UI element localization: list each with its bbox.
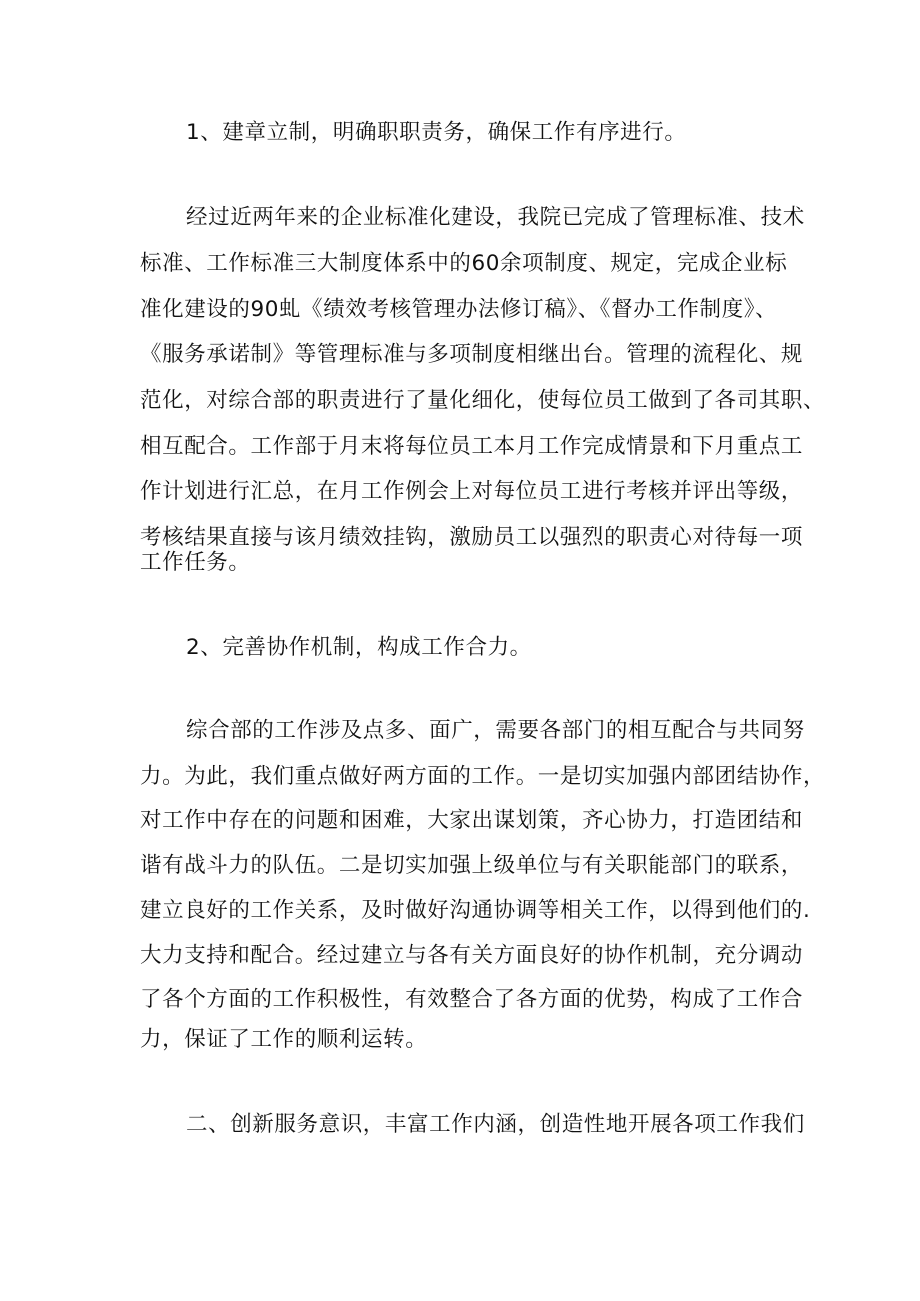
paragraph-2-line-8: 力，保证了工作的顺利运转。 [140, 1027, 428, 1052]
paragraph-1-line-5: 范化，对综合部的职责进行了量化细化，使每位员工做到了各司其职、 [140, 388, 826, 413]
section-heading-2: 2、完善协作机制，构成工作合力。 [186, 635, 532, 660]
paragraph-2-line-3: 对工作中存在的问题和困难，大家出谋划策，齐心协力，打造团结和 [140, 808, 804, 833]
paragraph-1-line-2: 标准、工作标准三大制度体系中的60余项制度、规定，完成企业标 [140, 251, 788, 276]
paragraph-1-line-9: 工作任务。 [140, 550, 251, 575]
paragraph-1-line-1: 经过近两年来的企业标准化建设，我院已完成了管理标准、技术 [186, 205, 805, 230]
paragraph-1-line-8: 考核结果直接与该月绩效挂钩，激励员工以强烈的职责心对待每一项 [140, 525, 804, 550]
paragraph-1-line-3: 准化建设的90虬《绩效考核管理办法修订稿》、《督办工作制度》、 [140, 297, 778, 322]
paragraph-1-line-7: 作计划进行汇总，在月工作例会上对每位员工进行考核并评出等级， [140, 479, 804, 504]
paragraph-2-line-1: 综合部的工作涉及点多、面广，需要各部门的相互配合与共同努 [186, 718, 805, 743]
paragraph-1-line-4: 《服务承诺制》等管理标准与多项制度相继出台。管理的流程化、规 [140, 342, 804, 367]
paragraph-2-line-2: 力。为此，我们重点做好两方面的工作。一是切实加强内部团结协作， [140, 764, 826, 789]
paragraph-2-line-5: 建立良好的工作关系，及时做好沟通协调等相关工作，以得到他们的. [140, 898, 811, 923]
section-heading-1: 1、建章立制，明确职职责务，确保工作有序进行。 [186, 120, 687, 145]
section-heading-3: 二、创新服务意识，丰富工作内涵，创造性地开展各项工作我们 [186, 1112, 805, 1137]
paragraph-2-line-7: 了各个方面的工作积极性，有效整合了各方面的优势，构成了工作合 [140, 987, 804, 1012]
paragraph-2-line-6: 大力支持和配合。经过建立与各有关方面良好的协作机制，充分调动 [140, 943, 804, 968]
paragraph-2-line-4: 谐有战斗力的队伍。二是切实加强上级单位与有关职能部门的联系， [140, 853, 804, 878]
paragraph-1-line-6: 相互配合。工作部于月末将每位员工本月工作完成情景和下月重点工 [140, 434, 804, 459]
